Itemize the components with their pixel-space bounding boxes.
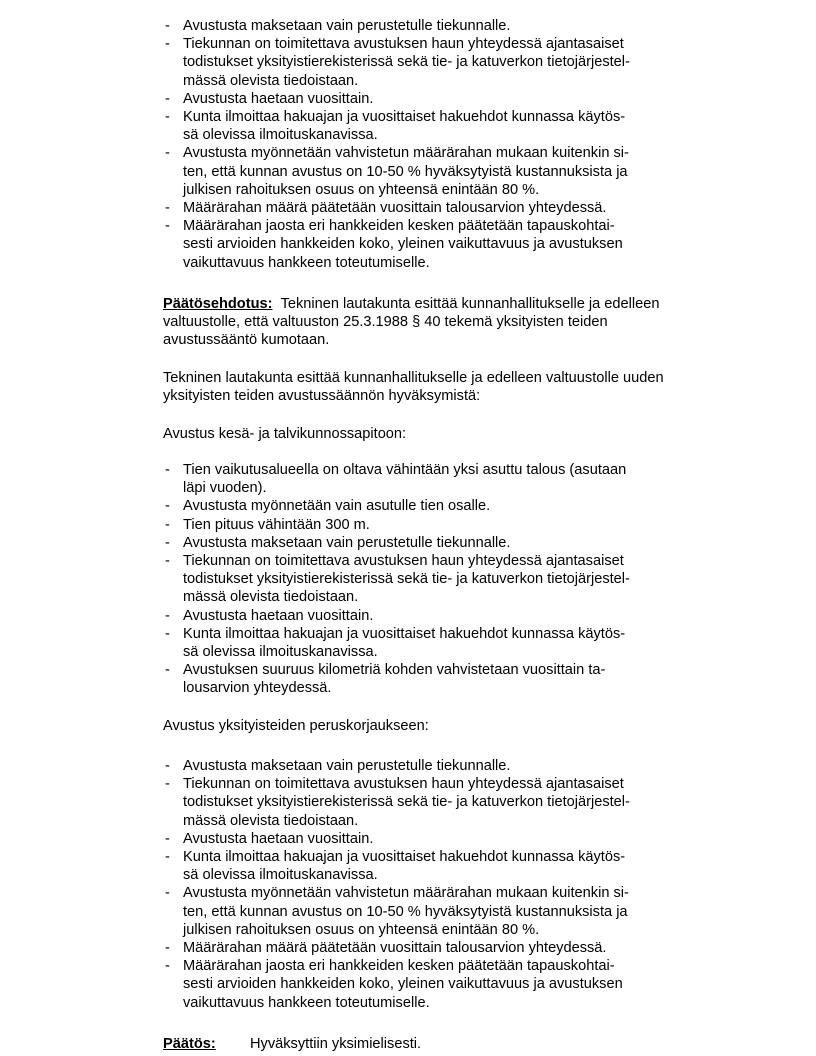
list-item-line: Avustusta maksetaan vain perustetulle tiekunnalle. bbox=[183, 758, 511, 774]
list-item-line: Avustusta myönnetään vahvistetun määrärahan mukaan kuitenkin si- bbox=[183, 145, 629, 162]
bullet-dash: - bbox=[165, 607, 170, 624]
decision-label: Päätös: bbox=[163, 1036, 216, 1052]
decision-line bbox=[163, 1035, 422, 1053]
list-item-line: todistukset yksityistierekisterissä sekä tie- ja katuverkon tietojärjestel- bbox=[183, 794, 630, 811]
bullet-dash: - bbox=[165, 958, 170, 975]
list-item-line: Avustusta maksetaan vain perustetulle tiekunnalle. bbox=[183, 534, 511, 551]
list-item-line: Kunta ilmoittaa hakuajan ja vuosittaiset hakuehdot kunnassa käytös- bbox=[183, 625, 626, 642]
list-item-line: Tiekunnan on toimitettava avustuksen haun yhteydessä ajantasaiset bbox=[183, 776, 624, 793]
bullet-dash: - bbox=[165, 885, 170, 902]
list-item-line: vaikuttavuus hankkeen toteutumiselle. bbox=[183, 994, 430, 1011]
list-item-line: julkisen rahoituksen osuus on yhteensä enintään 80 %. bbox=[183, 181, 540, 198]
bullet-dash: - bbox=[165, 758, 170, 774]
list-item-line: Avustuksen suuruus kilometriä kohden vahvistetaan vuosittain ta- bbox=[183, 662, 606, 679]
list-item-line: Tiekunnan on toimitettava avustuksen haun yhteydessä ajantasaiset bbox=[183, 553, 624, 569]
section3-heading: Avustus yksityisteiden peruskorjaukseen: bbox=[163, 718, 429, 734]
list-item-line: Määrärahan jaosta eri hankkeiden kesken päätetään tapauskohtai- bbox=[183, 218, 615, 235]
list-item-line: todistukset yksityistierekisterissä sekä tie- ja katuverkon tietojärjestel- bbox=[183, 571, 630, 588]
list-item-line: Tiekunnan on toimitettava avustuksen haun yhteydessä ajantasaiset bbox=[183, 36, 624, 53]
bullet-dash: - bbox=[165, 218, 170, 235]
bullet-dash: - bbox=[165, 776, 170, 793]
list-item-line: sesti arvioiden hankkeiden koko, yleinen vaikuttavuus ja avustuksen bbox=[183, 976, 623, 993]
list-item-line: mässä olevista tiedoistaan. bbox=[183, 812, 359, 829]
proposal-text: Tekninen lautakunta esittää kunnanhallitukselle ja edelleen bbox=[280, 296, 660, 312]
list-item-line: julkisen rahoituksen osuus on yhteensä enintään 80 %. bbox=[183, 921, 540, 938]
bullet-dash: - bbox=[165, 553, 170, 569]
list-item-line: Avustusta haetaan vuosittain. bbox=[183, 607, 374, 624]
list-item-line: Avustusta haetaan vuosittain. bbox=[183, 830, 374, 847]
proposal-line-1 bbox=[163, 295, 659, 313]
paragraph2-line-1: Tekninen lautakunta esittää kunnanhallitukselle ja edelleen valtuustolle uuden bbox=[163, 370, 664, 386]
list-item-line: Avustusta myönnetään vahvistetun määrärahan mukaan kuitenkin si- bbox=[183, 885, 629, 902]
list-item-line: Kunta ilmoittaa hakuajan ja vuosittaiset hakuehdot kunnassa käytös- bbox=[183, 849, 626, 865]
bullet-dash: - bbox=[165, 200, 170, 216]
bullet-dash: - bbox=[165, 534, 170, 551]
bullet-dash: - bbox=[165, 516, 170, 533]
bullet-dash: - bbox=[165, 462, 170, 478]
list-item-line: Tien pituus vähintään 300 m. bbox=[183, 516, 370, 533]
list-item-line: mässä olevista tiedoistaan. bbox=[183, 589, 359, 606]
proposal-line-2: valtuustolle, että valtuuston 25.3.1988 § 40 tekemä yksityisten teiden bbox=[163, 314, 608, 330]
proposal-line-3: avustussääntö kumotaan. bbox=[163, 332, 330, 348]
list-item-line: sä olevissa ilmoituskanavissa. bbox=[183, 867, 378, 884]
list-item-line: lousarvion yhteydessä. bbox=[183, 680, 332, 697]
list-item-line: sä olevissa ilmoituskanavissa. bbox=[183, 644, 378, 660]
list-item-line: vaikuttavuus hankkeen toteutumiselle. bbox=[183, 254, 430, 271]
bullet-dash: - bbox=[165, 145, 170, 162]
list-item-line: Avustusta maksetaan vain perustetulle tiekunnalle. bbox=[183, 18, 511, 34]
decision-text: Hyväksyttiin yksimielisesti. bbox=[250, 1036, 422, 1052]
bullet-dash: - bbox=[165, 662, 170, 679]
list-item-line: Tien vaikutusalueella on oltava vähintään yksi asuttu talous (asutaan bbox=[183, 462, 627, 478]
list-item-line: ten, että kunnan avustus on 10-50 % hyväksytyistä kustannuksista ja bbox=[183, 903, 628, 920]
list-item-line: Määrärahan jaosta eri hankkeiden kesken päätetään tapauskohtai- bbox=[183, 958, 615, 975]
bullet-dash: - bbox=[165, 849, 170, 865]
list-item-line: sä olevissa ilmoituskanavissa. bbox=[183, 127, 378, 144]
list-item-line: Avustusta myönnetään vain asutulle tien osalle. bbox=[183, 498, 491, 515]
list-item-line: ten, että kunnan avustus on 10-50 % hyväksytyistä kustannuksista ja bbox=[183, 163, 628, 180]
bullet-dash: - bbox=[165, 940, 170, 956]
list-item-line: Kunta ilmoittaa hakuajan ja vuosittaiset hakuehdot kunnassa käytös- bbox=[183, 109, 626, 125]
bullet-dash: - bbox=[165, 18, 170, 34]
list-item-line: Määrärahan määrä päätetään vuosittain talousarvion yhteydessä. bbox=[183, 940, 607, 956]
bullet-dash: - bbox=[165, 625, 170, 642]
paragraph2-line-2: yksityisten teiden avustussäännön hyväksymistä: bbox=[163, 388, 481, 404]
bullet-dash: - bbox=[165, 830, 170, 847]
bullet-dash: - bbox=[165, 36, 170, 53]
proposal-label: Päätösehdotus: bbox=[163, 296, 273, 312]
list-item-line: mässä olevista tiedoistaan. bbox=[183, 72, 359, 89]
section2-heading: Avustus kesä- ja talvikunnossapitoon: bbox=[163, 426, 407, 442]
bullet-dash: - bbox=[165, 498, 170, 515]
bullet-dash: - bbox=[165, 90, 170, 107]
list-item-line: Avustusta haetaan vuosittain. bbox=[183, 90, 374, 107]
list-item-line: sesti arvioiden hankkeiden koko, yleinen vaikuttavuus ja avustuksen bbox=[183, 236, 623, 253]
bullet-dash: - bbox=[165, 109, 170, 125]
list-item-line: Määrärahan määrä päätetään vuosittain talousarvion yhteydessä. bbox=[183, 200, 607, 216]
list-item-line: läpi vuoden). bbox=[183, 480, 267, 497]
list-item-line: todistukset yksityistierekisterissä sekä tie- ja katuverkon tietojärjestel- bbox=[183, 54, 630, 71]
